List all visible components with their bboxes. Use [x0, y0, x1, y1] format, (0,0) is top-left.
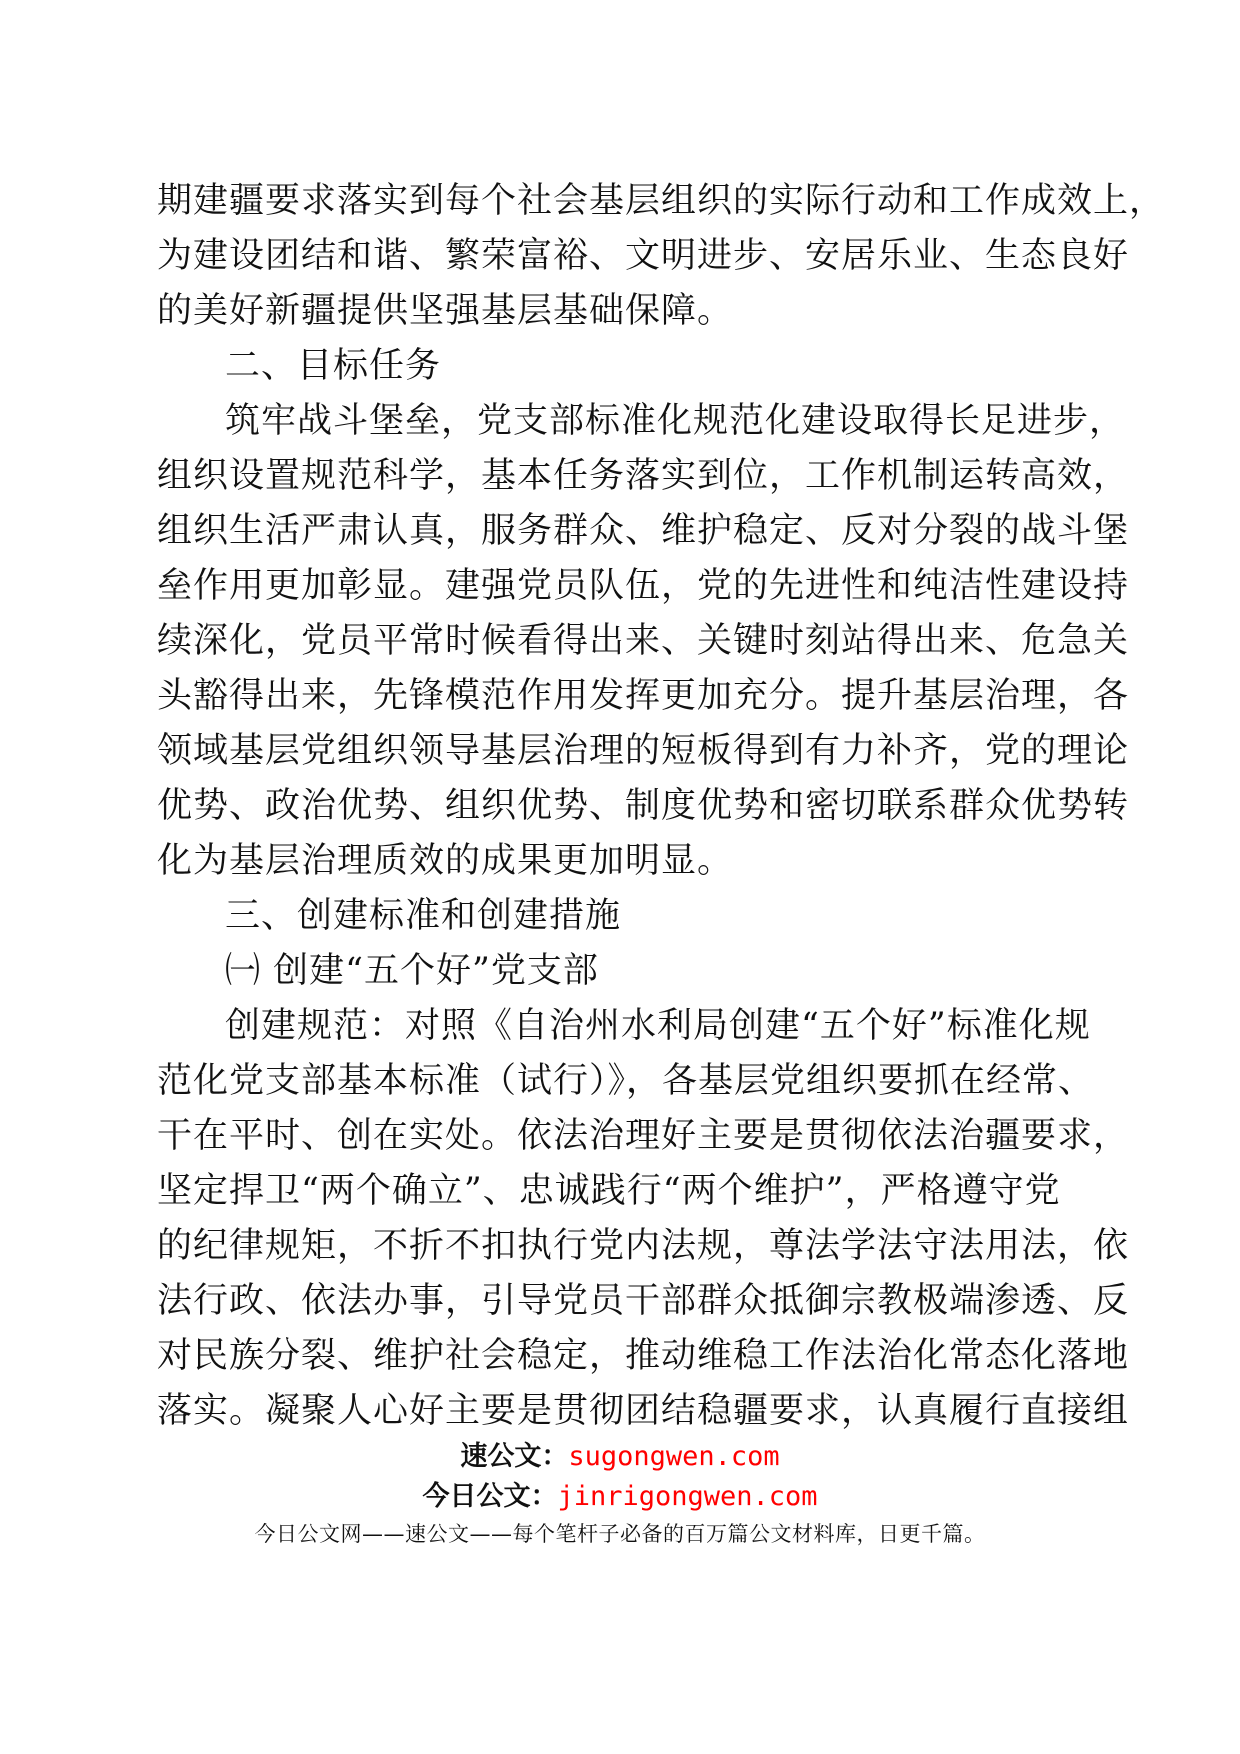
body-text-line: 领域基层党组织领导基层治理的短板得到有力补齐，党的理论: [157, 731, 1130, 771]
body-text-line: 优势、政治优势、组织优势、制度优势和密切联系群众优势转: [157, 786, 1130, 826]
body-text-line: 的美好新疆提供坚强基层基础保障。: [157, 291, 734, 331]
body-text-line: 组织设置规范科学，基本任务落实到位，工作机制运转高效，: [157, 456, 1130, 496]
body-text-line: 创建规范：对照《自治州水利局创建“五个好”标准化规: [225, 1006, 1091, 1046]
body-text-line: 范化党支部基本标准（试行）》，各基层党组织要抓在经常、: [157, 1061, 1095, 1101]
jinrigongwen-link[interactable]: jinrigongwen.com: [557, 1481, 818, 1512]
section-heading-goals: 二、目标任务: [225, 346, 442, 386]
jinrigongwen-label: 今日公文：: [422, 1481, 558, 1512]
subsection-heading: ㈠ 创建“五个好”党支部: [225, 951, 599, 991]
body-text-line: 法行政、依法办事，引导党员干部群众抵御宗教极端渗透、反: [157, 1281, 1130, 1321]
footer-jinrigongwen: [0, 1478, 1240, 1516]
body-text-line: 坚定捍卫“两个确立”、忠诚践行“两个维护”，严格遵守党: [157, 1171, 1061, 1211]
body-text-line: 垒作用更加彰显。建强党员队伍，党的先进性和纯洁性建设持: [157, 566, 1130, 606]
sugongwen-link[interactable]: sugongwen.com: [568, 1441, 780, 1472]
body-text-line: 为建设团结和谐、繁荣富裕、文明进步、安居乐业、生态良好: [157, 236, 1130, 276]
body-text-line: 续深化，党员平常时候看得出来、关键时刻站得出来、危急关: [157, 621, 1130, 661]
body-text-line: 落实。凝聚人心好主要是贯彻团结稳疆要求，认真履行直接组: [157, 1391, 1130, 1431]
body-text-line: 干在平时、创在实处。依法治理好主要是贯彻依法治疆要求，: [157, 1116, 1130, 1156]
sugongwen-label: 速公文：: [460, 1441, 569, 1472]
body-text-line: 组织生活严肃认真，服务群众、维护稳定、反对分裂的战斗堡: [157, 511, 1130, 551]
body-text-line: 的纪律规矩，不折不扣执行党内法规，尊法学法守法用法，依: [157, 1226, 1130, 1266]
body-text-line: 头豁得出来，先锋模范作用发挥更加充分。提升基层治理，各: [157, 676, 1130, 716]
body-text-line: 对民族分裂、维护社会稳定，推动维稳工作法治化常态化落地: [157, 1336, 1130, 1376]
footer-slogan: 今日公文网——速公文——每个笔杆子必备的百万篇公文材料库，日更千篇。: [254, 1522, 986, 1546]
footer-sugongwen: [0, 1438, 1240, 1476]
body-text-line: 期建疆要求落实到每个社会基层组织的实际行动和工作成效上，: [157, 181, 1166, 221]
body-text-line: 化为基层治理质效的成果更加明显。: [157, 841, 734, 881]
body-text-line: 筑牢战斗堡垒，党支部标准化规范化建设取得长足进步，: [225, 401, 1126, 441]
section-heading-standards: 三、创建标准和创建措施: [225, 896, 622, 936]
